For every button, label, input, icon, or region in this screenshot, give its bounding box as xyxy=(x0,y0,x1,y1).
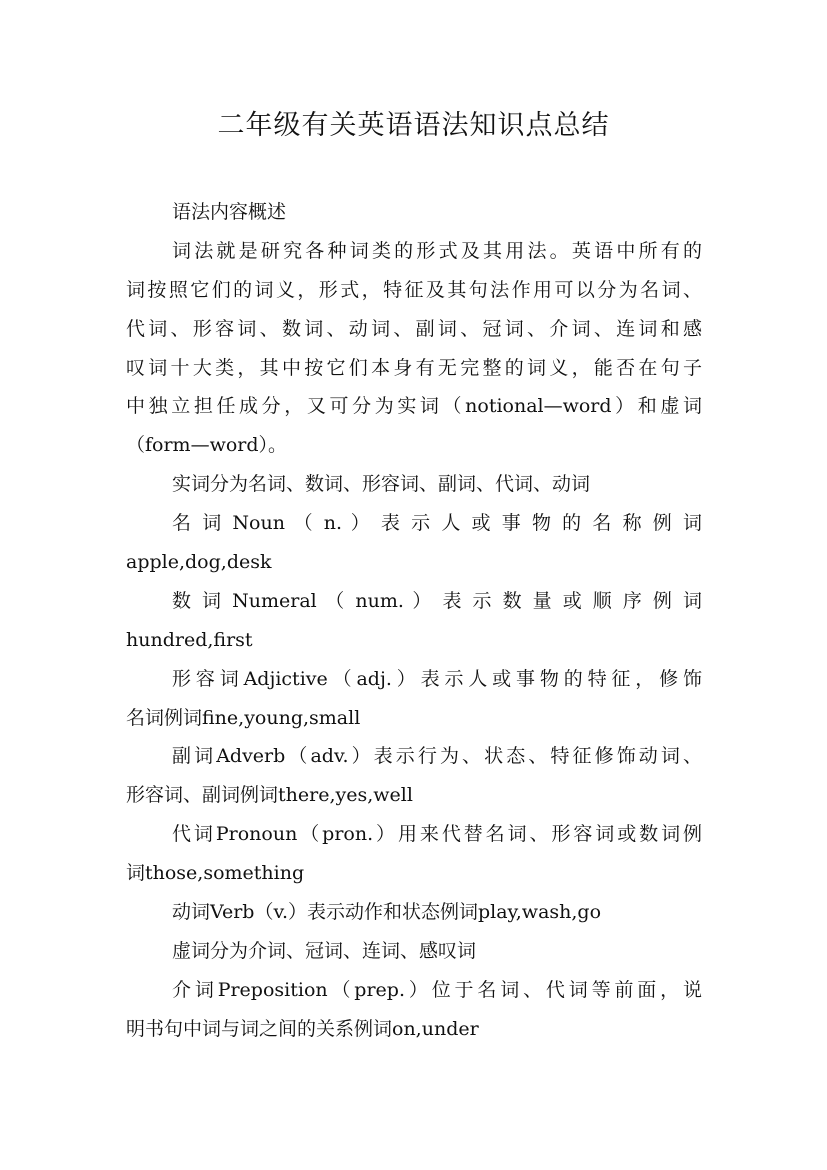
text-line: 代词、形容词、数词、动词、副词、冠词、介词、连词和感 xyxy=(126,317,702,340)
text-line: 实词分为名词、数词、形容词、副词、代词、动词 xyxy=(172,473,591,496)
text-line: 副词Adverb（adv.）表示行为、状态、特征修饰动词、 xyxy=(172,745,702,768)
text-line: 明书句中词与词之间的关系例词on,under xyxy=(126,1017,479,1040)
text-line: 词按照它们的词义，形式，特征及其句法作用可以分为名词、 xyxy=(126,278,702,301)
text-line: 代词Pronoun（pron.）用来代替名词、形容词或数词例 xyxy=(172,823,702,846)
text-line: （form—word）。 xyxy=(126,434,288,457)
text-line: 数 词 Numeral （ num. ） 表 示 数 量 或 顺 序 例 词 xyxy=(172,589,702,612)
text-line: 中独立担任成分，又可分为实词（notional—word）和虚词 xyxy=(126,395,702,418)
text-line: apple,dog,desk xyxy=(126,551,272,574)
text-line: 形容词、副词例词there,yes,well xyxy=(126,784,413,807)
document-title: 二年级有关英语语法知识点总结 xyxy=(217,110,610,141)
text-line: 动词Verb（v.）表示动作和状态例词play,wash,go xyxy=(172,901,602,924)
text-line: 词those,something xyxy=(126,862,305,885)
text-line: 名词例词fine,young,small xyxy=(126,706,361,729)
text-line: 语法内容概述 xyxy=(172,201,287,223)
text-line: 叹词十大类，其中按它们本身有无完整的词义，能否在句子 xyxy=(126,356,702,379)
text-line: hundred,first xyxy=(126,628,253,651)
document-body xyxy=(126,193,702,1049)
text-line: 虚词分为介词、冠词、连词、感叹词 xyxy=(172,939,477,962)
text-line: 介词Preposition（prep.）位于名词、代词等前面，说 xyxy=(172,978,702,1001)
text-line: 词法就是研究各种词类的形式及其用法。英语中所有的 xyxy=(172,239,702,262)
text-line: 形容词Adjictive（adj.）表示人或事物的特征，修饰 xyxy=(172,667,702,690)
text-line: 名 词 Noun （ n. ） 表 示 人 或 事 物 的 名 称 例 词 xyxy=(172,512,702,535)
